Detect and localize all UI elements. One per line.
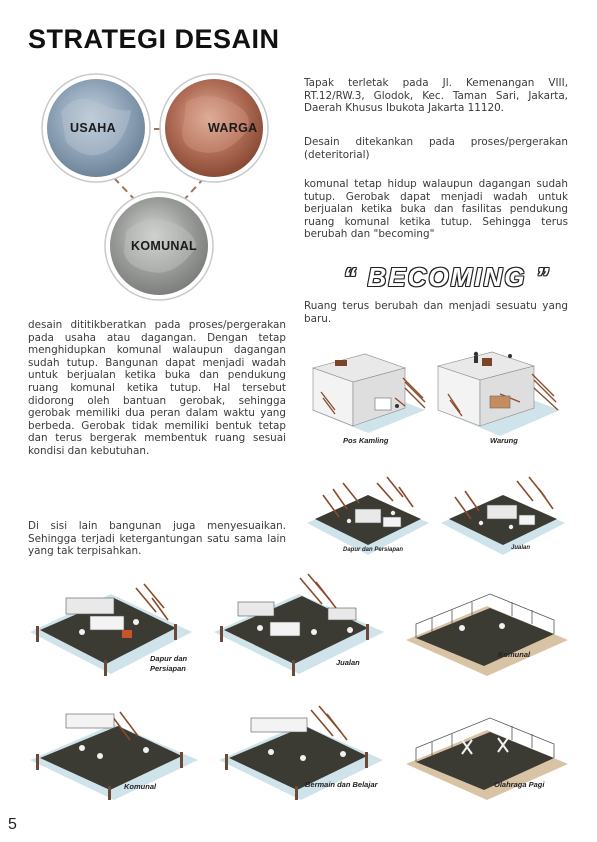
emphasis-paragraph: Desain ditekankan pada proses/pergerakan (deteritorial) — [304, 136, 568, 161]
jualan-large-label: Jualan — [336, 658, 360, 667]
olahraga-illustration — [402, 710, 572, 804]
becoming-heading: “ BECOMING ” — [343, 262, 551, 292]
secondary-paragraph: Di sisi lain bangunan juga menyesuaikan. Sehingga terjadi ketergantungan satu sama lain yang tak terpisahkan. — [28, 520, 286, 558]
jualan-small-illustration — [437, 465, 570, 565]
warung-label: Warung — [490, 436, 518, 445]
olahraga-label: Olahraga Pagi — [494, 780, 545, 789]
bermain-label: Bermain dan Belajar — [305, 780, 378, 789]
concept-circles-graphic — [36, 72, 276, 302]
komunal-water-label: Komunal — [124, 782, 157, 791]
dapur-small-label: Dapur dan Persiapan — [343, 547, 404, 553]
pos-kamling-label: Pos Kamling — [343, 436, 389, 445]
komunal-water-illustration — [26, 700, 202, 804]
usaha-label: USAHA — [70, 121, 116, 135]
dapur-large-illustration — [26, 568, 196, 680]
jualan-large-illustration — [210, 568, 388, 680]
concept-diagram — [36, 72, 276, 302]
warga-label: WARGA — [208, 121, 258, 135]
pos-kamling-illustration — [305, 348, 431, 448]
dapur-large-label-2: Persiapan — [150, 664, 186, 673]
dapur-large-label-1: Dapur dan — [150, 654, 188, 663]
dapur-small-illustration — [303, 465, 433, 565]
main-paragraph: desain dititikberatkan pada proses/pergerakan pada usaha atau dagangan. Dengan tetap menghidupkan komunal walaupun dagangan sudah tutup. Bangunan dapat menjadi wadah untuk berjualan ketika buka dan pendukung ruang komunal ketika tutup. Hal tersebut didorong oleh bantuan gerobak, sehingga gerobak memiliki dua peran dalam waktu yang berbeda. Gerobak tidak memiliki bentuk tetap dan terus bergerak membentuk ruang sesuai kondisi dan kebutuhan. — [28, 319, 286, 457]
komunal-paragraph: komunal tetap hidup walaupun dagangan sudah tutup. Gerobak dapat menjadi wadah untuk berjualan ketika buka dan fasilitas pendukung ruang komunal ketika tutup. Sehingga terus berubah dan "becoming" — [304, 178, 568, 241]
komunal-beige-illustration — [402, 586, 572, 680]
komunal-label: KOMUNAL — [131, 239, 197, 253]
bermain-illustration — [215, 700, 387, 804]
komunal-beige-label: Komunal — [498, 650, 531, 659]
jualan-small-label: Jualan — [511, 545, 531, 551]
warung-illustration — [430, 348, 570, 448]
location-paragraph: Tapak terletak pada Jl. Kemenangan VIII, RT.12/RW.3, Glodok, Kec. Taman Sari, Jakarta, Daerah Khusus Ibukota Jakarta 11120. — [304, 77, 568, 115]
becoming-description: Ruang terus berubah dan menjadi sesuatu yang baru. — [304, 300, 568, 325]
page-title: STRATEGI DESAIN — [28, 24, 280, 54]
page-number: 5 — [8, 816, 17, 833]
